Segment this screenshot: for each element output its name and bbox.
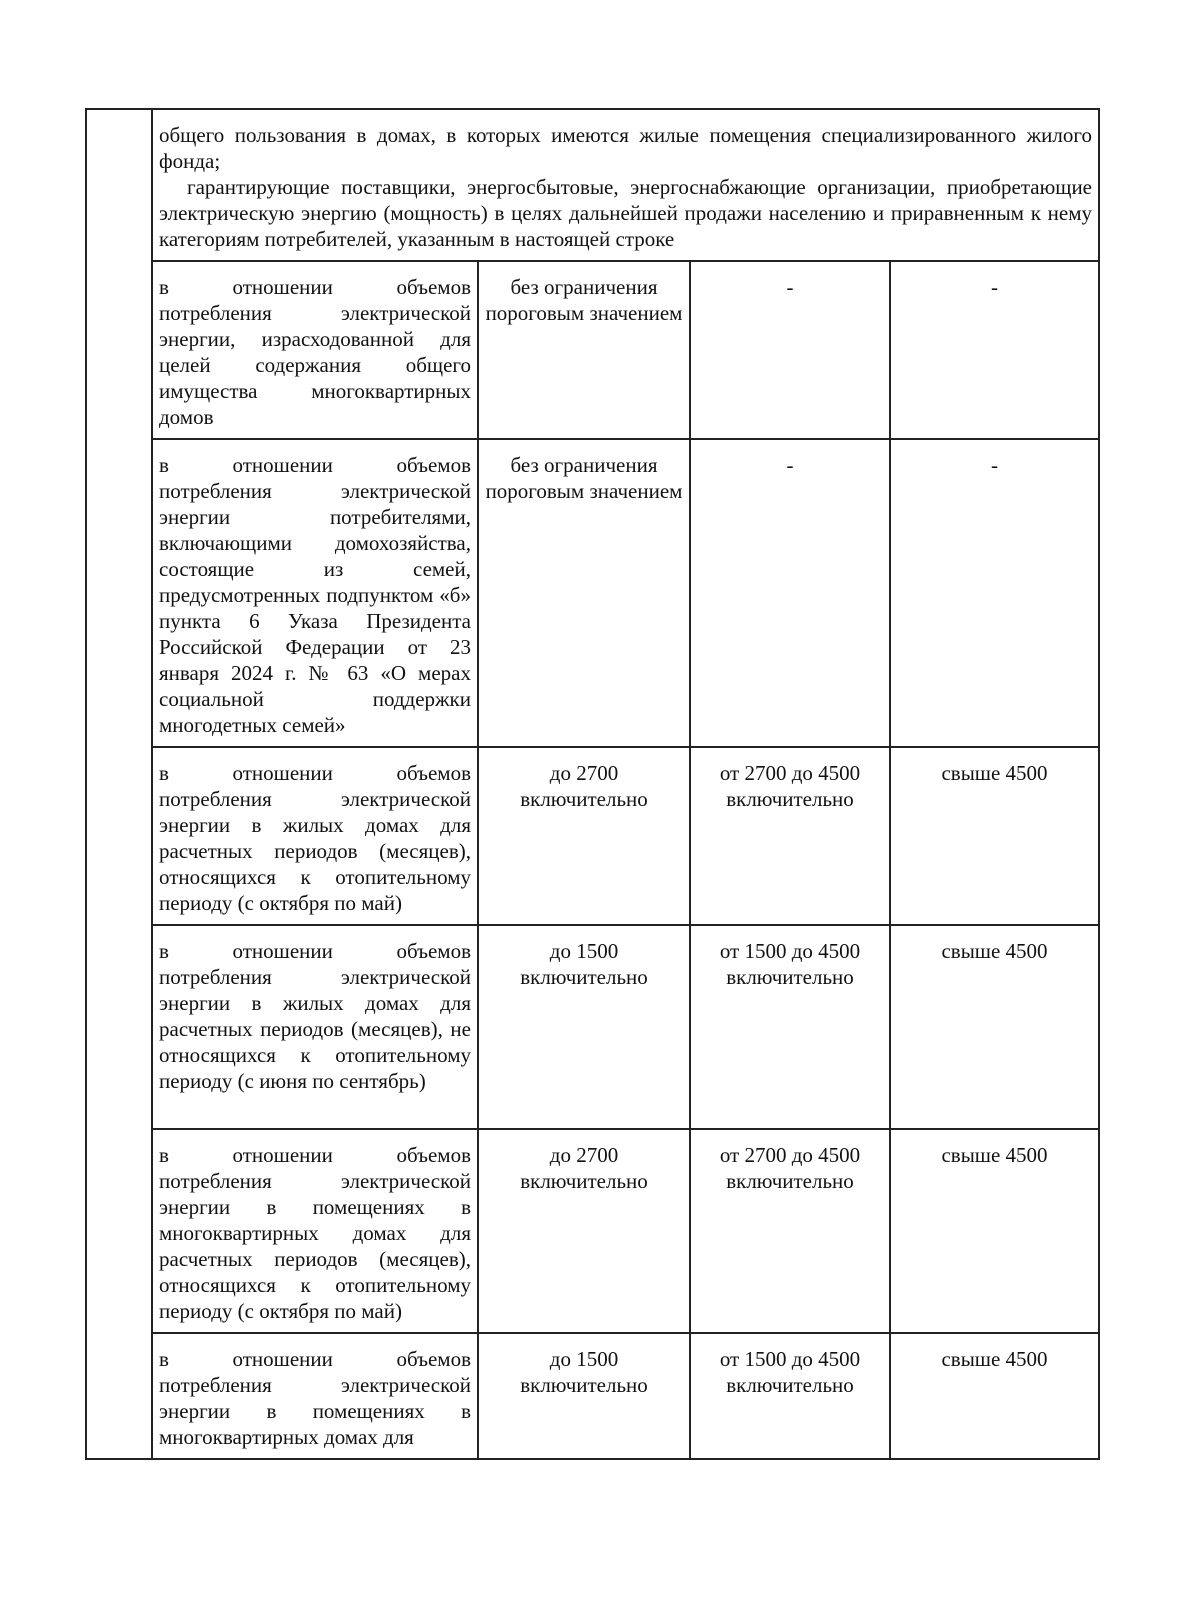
intro-cell	[152, 109, 1099, 261]
table-row	[86, 1333, 1099, 1459]
intro-paragraph-1: общего пользования в домах, в которых имеются жилые помещения специализированного жилого фонда;	[159, 123, 1092, 173]
row-description: в отношении объемов потребления электрической энергии в помещениях в многоквартирных домах для расчетных периодов (месяцев), относящихся к отопительному периоду (с октября по май)	[152, 1129, 478, 1333]
range-2-cell: от 1500 до 4500 включительно	[690, 925, 890, 1129]
range-3-cell: -	[890, 439, 1099, 747]
row-number-cell	[86, 109, 152, 1459]
tariff-table	[85, 108, 1100, 1460]
range-2-cell: от 1500 до 4500 включительно	[690, 1333, 890, 1459]
range-2-cell: от 2700 до 4500 включительно	[690, 1129, 890, 1333]
table-row-intro	[86, 109, 1099, 261]
range-3-cell: свыше 4500	[890, 1129, 1099, 1333]
row-description: в отношении объемов потребления электрической энергии в помещениях в многоквартирных домах для	[152, 1333, 478, 1459]
intro-paragraph-2: гарантирующие поставщики, энергосбытовые, энергоснабжающие организации, приобретающие электрическую энергию (мощность) в целях дальнейшей продажи населению и приравненным к нему категориям потребителей, указанным в настоящей строке	[159, 175, 1092, 251]
range-3-cell: свыше 4500	[890, 925, 1099, 1129]
range-2-cell: от 2700 до 4500 включительно	[690, 747, 890, 925]
row-description: в отношении объемов потребления электрической энергии в жилых домах для расчетных периодов (месяцев), не относящихся к отопительному периоду (с июня по сентябрь)	[152, 925, 478, 1129]
row-description: в отношении объемов потребления электрической энергии, израсходованной для целей содержания общего имущества многоквартирных домов	[152, 261, 478, 439]
range-1-cell: без ограничения пороговым значением	[478, 439, 690, 747]
table-row	[86, 747, 1099, 925]
table-row	[86, 925, 1099, 1129]
range-3-cell: свыше 4500	[890, 747, 1099, 925]
range-2-cell: -	[690, 439, 890, 747]
range-1-cell: до 2700 включительно	[478, 1129, 690, 1333]
row-description: в отношении объемов потребления электрической энергии в жилых домах для расчетных периодов (месяцев), относящихся к отопительному периоду (с октября по май)	[152, 747, 478, 925]
range-1-cell: до 1500 включительно	[478, 1333, 690, 1459]
row-description: в отношении объемов потребления электрической энергии потребителями, включающими домохозяйства, состоящие из семей, предусмотренных подпунктом «б» пункта 6 Указа Президента Российской Федерации от 23 января 2024 г. № 63 «О мерах социальной поддержки многодетных семей»	[152, 439, 478, 747]
range-1-cell: до 2700 включительно	[478, 747, 690, 925]
range-3-cell: свыше 4500	[890, 1333, 1099, 1459]
range-3-cell: -	[890, 261, 1099, 439]
table-row	[86, 439, 1099, 747]
range-2-cell: -	[690, 261, 890, 439]
range-1-cell: до 1500 включительно	[478, 925, 690, 1129]
table-row	[86, 261, 1099, 439]
range-1-cell: без ограничения пороговым значением	[478, 261, 690, 439]
table-row	[86, 1129, 1099, 1333]
